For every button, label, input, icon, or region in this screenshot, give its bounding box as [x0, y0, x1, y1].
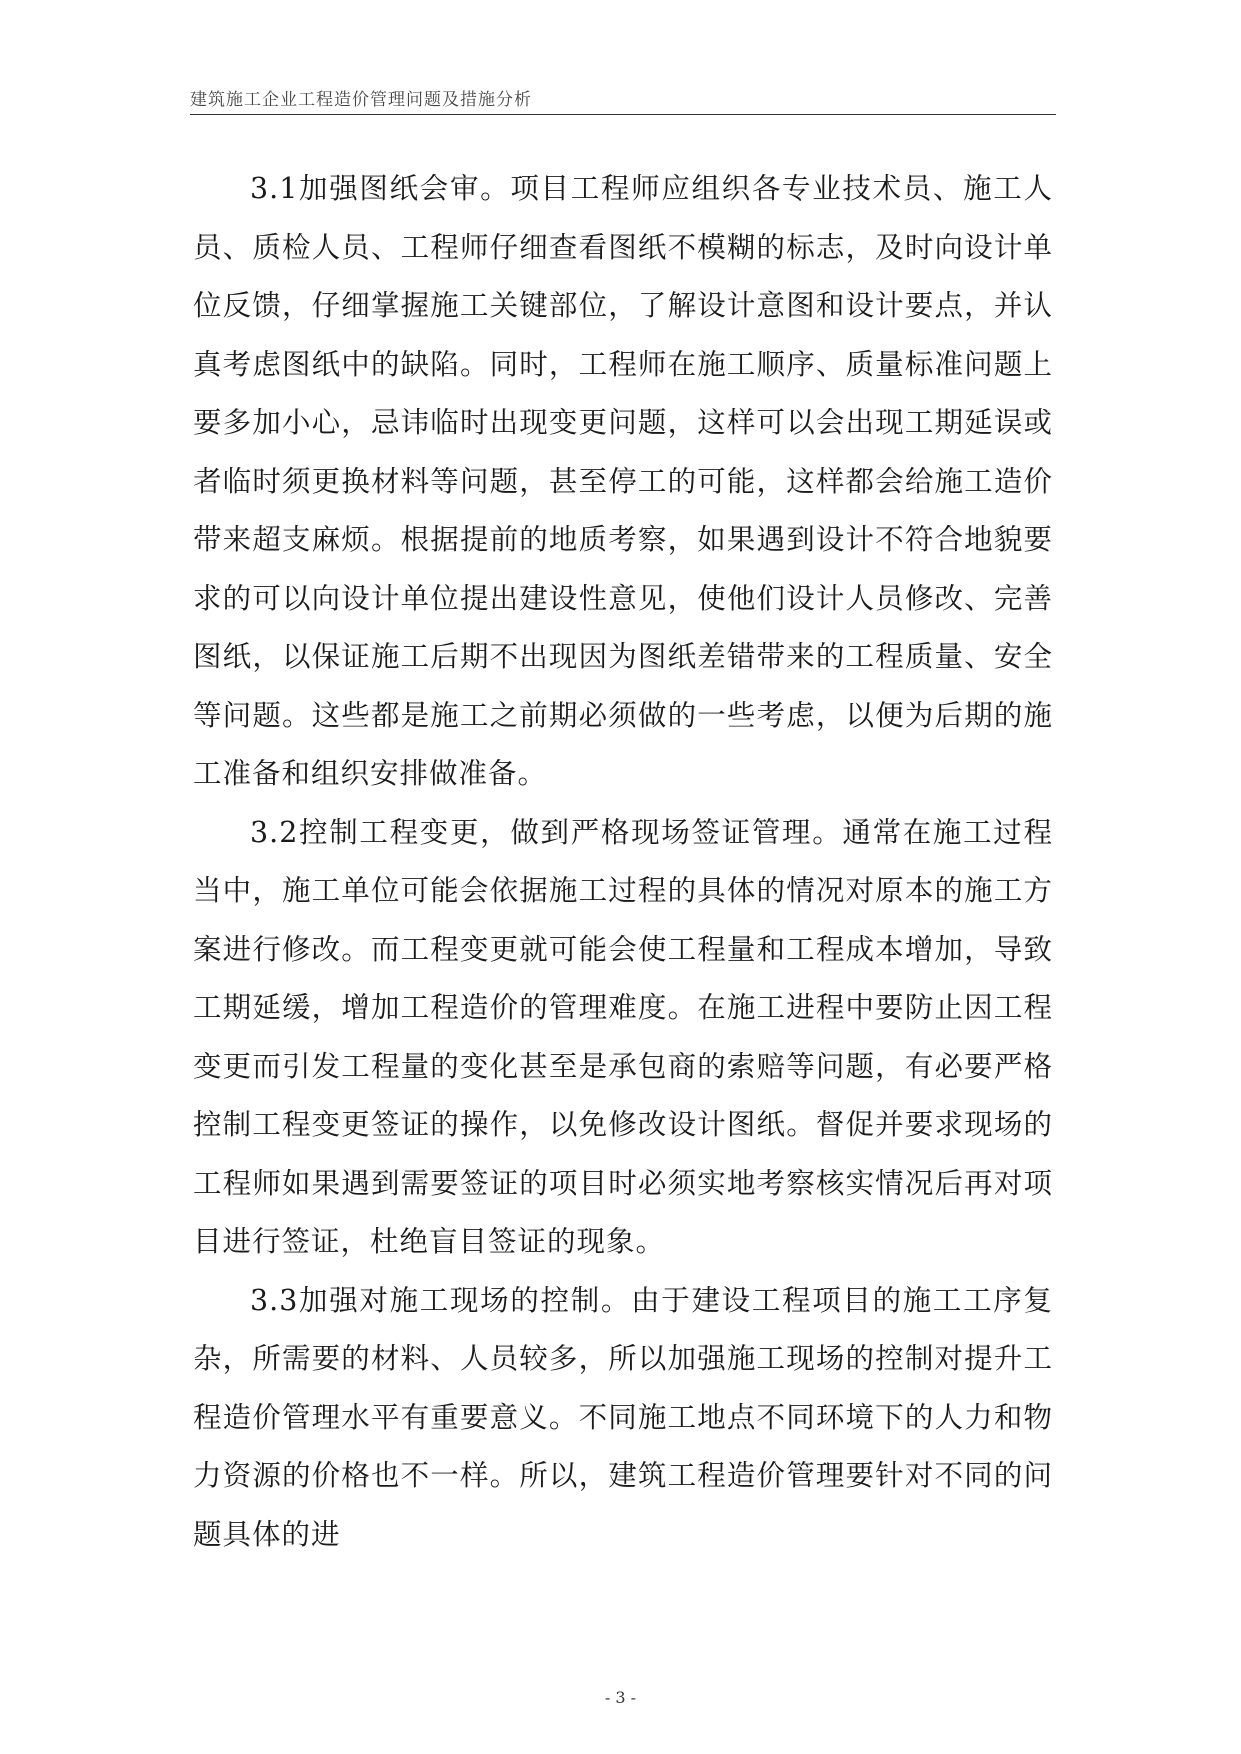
paragraph-3-1: 3.1加强图纸会审。项目工程师应组织各专业技术员、施工人员、质检人员、工程师仔细查看图纸不模糊的标志，及时向设计单位反馈，仔细掌握施工关键部位，了解设计意图和设计要点，并认真考虑图纸中的缺陷。同时，工程师在施工顺序、质量标准问题上要多加小心，忌讳临时出现变更问题，这样可以会出现工期延误或者临时须更换材料等问题，甚至停工的可能，这样都会给施工造价带来超支麻烦。根据提前的地质考察，如果遇到设计不符合地貌要求的可以向设计单位提出建设性意见，使他们设计人员修改、完善图纸，以保证施工后期不出现因为图纸差错带来的工程质量、安全等问题。这些都是施工之前期必须做的一些考虑，以便为后期的施工准备和组织安排做准备。	[193, 172, 1053, 790]
page-header	[190, 84, 1056, 115]
page-number: - 3 -	[604, 1688, 637, 1707]
paragraph-3-2: 3.2控制工程变更，做到严格现场签证管理。通常在施工过程当中，施工单位可能会依据施工过程的具体的情况对原本的施工方案进行修改。而工程变更就可能会使工程量和工程成本增加，导致工期延缓，增加工程造价的管理难度。在施工进程中要防止因工程变更而引发工程量的变化甚至是承包商的索赔等问题，有必要严格控制工程变更签证的操作，以免修改设计图纸。督促并要求现场的工程师如果遇到需要签证的项目时必须实地考察核实情况后再对项目进行签证，杜绝盲目签证的现象。	[193, 815, 1053, 1258]
paragraph-3-3: 3.3加强对施工现场的控制。由于建设工程项目的施工工序复杂，所需要的材料、人员较多，所以加强施工现场的控制对提升工程造价管理水平有重要意义。不同施工地点不同环境下的人力和物力资源的价格也不一样。所以，建筑工程造价管理要针对不同的问题具体的进	[193, 1283, 1053, 1551]
document-body	[193, 160, 1053, 1564]
header-title: 建筑施工企业工程造价管理问题及措施分析	[190, 90, 532, 110]
